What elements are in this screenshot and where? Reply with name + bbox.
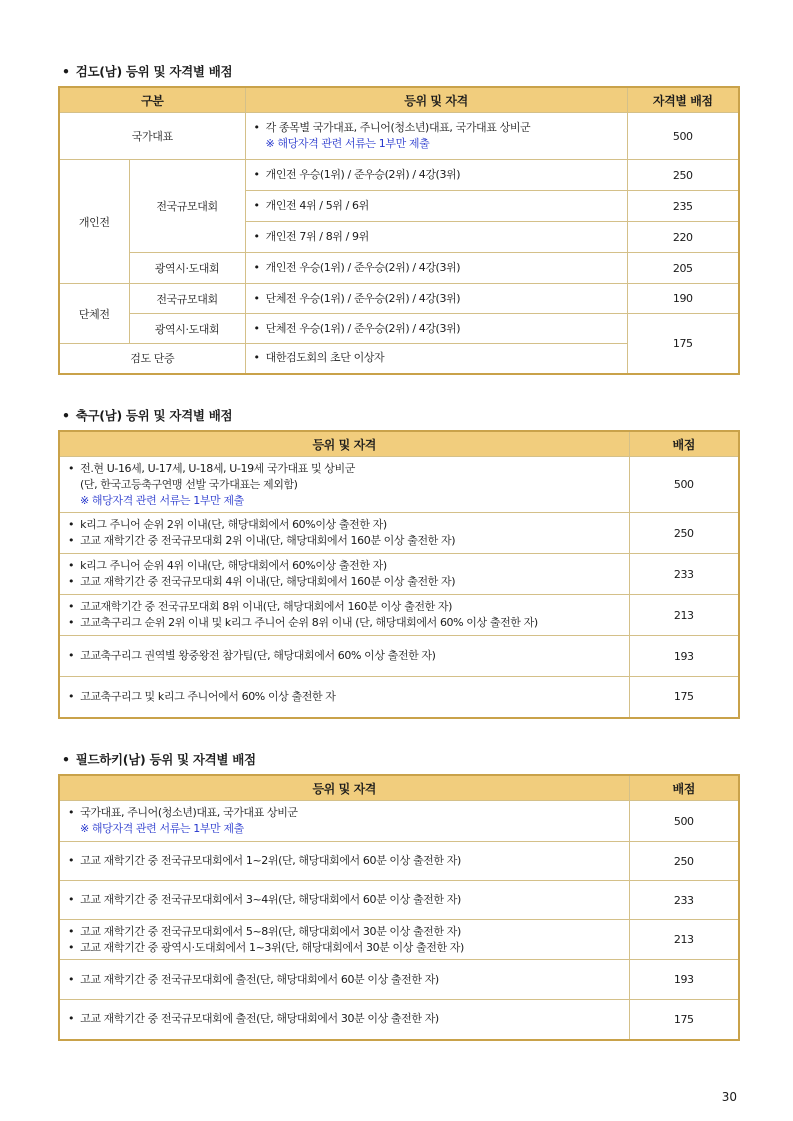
table-row [59, 113, 739, 160]
qualification-cell: • 전.현 U-16세, U-17세, U-18세, U-19세 국가대표 및 상비군 (단, 한국고등축구연맹 선발 국가대표는 제외함) ※ 해당자격 관련 서류는 1부만 제출 [59, 457, 629, 513]
header-qualification: 등위 및 자격 [245, 87, 627, 113]
football-table [58, 430, 740, 719]
table-row [59, 920, 739, 960]
score-cell: 190 [627, 284, 739, 314]
qualification-cell: • 고교축구리그 및 k리그 주니어에서 60% 이상 출전한 자 [59, 677, 629, 718]
score-cell: 233 [629, 881, 739, 920]
header-qualification: 등위 및 자격 [59, 431, 629, 457]
qualification-cell: • 단체전 우승(1위) / 준우승(2위) / 4강(3위) [245, 314, 627, 344]
score-cell: 500 [629, 457, 739, 513]
subcategory-cell: 전국규모대회 [129, 284, 245, 314]
qualification-cell: • 고교 재학기간 중 전국규모대회에 출전(단, 해당대회에서 60분 이상 출전한 자) [59, 960, 629, 1000]
score-cell: 193 [629, 636, 739, 677]
qualification-cell: • 단체전 우승(1위) / 준우승(2위) / 4강(3위) [245, 284, 627, 314]
subcategory-cell: 전국규모대회 [129, 160, 245, 253]
football-header-row [59, 431, 739, 457]
qualification-cell: • k리그 주니어 순위 4위 이내(단, 해당대회에서 60%이상 출전한 자) • 고교 재학기간 중 전국규모대회 4위 이내(단, 해당대회에서 160분 이상 출전한 자) [59, 554, 629, 595]
qualification-cell: • 대한검도회의 초단 이상자 [245, 344, 627, 374]
header-score: 배점 [629, 431, 739, 457]
table-row [59, 595, 739, 636]
category-cell: 국가대표 [59, 113, 245, 160]
table-row [59, 284, 739, 314]
kendo-section-title: • 검도(남) 등위 및 자격별 배점 [62, 64, 233, 79]
score-cell: 220 [627, 222, 739, 253]
table-row [59, 801, 739, 842]
score-cell: 175 [627, 314, 739, 374]
qualification-cell: • 고교 재학기간 중 전국규모대회에서 5~8위(단, 해당대회에서 30분 이상 출전한 자) • 고교 재학기간 중 광역시·도대회에서 1~3위(단, 해당대회에서 30분 이상 출전한 자) [59, 920, 629, 960]
qualification-cell: • 고교재학기간 중 전국규모대회 8위 이내(단, 해당대회에서 160분 이상 출전한 자) • 고교축구리그 순위 2위 이내 및 k리그 주니어 순위 8위 이내 (단, 해당대회에서 60% 이상 출전한 자) [59, 595, 629, 636]
score-cell: 175 [629, 1000, 739, 1040]
table-row [59, 457, 739, 513]
kendo-table [58, 86, 740, 375]
hockey-section-title: • 필드하키(남) 등위 및 자격별 배점 [62, 752, 256, 767]
header-qualification: 등위 및 자격 [59, 775, 629, 801]
hockey-header-row [59, 775, 739, 801]
score-cell: 213 [629, 920, 739, 960]
hockey-table [58, 774, 740, 1041]
table-row [59, 636, 739, 677]
page-number: 30 [721, 1090, 737, 1104]
table-row [59, 881, 739, 920]
table-row [59, 253, 739, 284]
score-cell: 213 [629, 595, 739, 636]
qualification-cell: • 고교축구리그 권역별 왕중왕전 참가팀(단, 해당대회에서 60% 이상 출전한 자) [59, 636, 629, 677]
qualification-cell: • 개인전 우승(1위) / 준우승(2위) / 4강(3위) [245, 160, 627, 191]
qualification-cell: • 개인전 우승(1위) / 준우승(2위) / 4강(3위) [245, 253, 627, 284]
kendo-header-row [59, 87, 739, 113]
score-cell: 500 [627, 113, 739, 160]
score-cell: 250 [629, 513, 739, 554]
score-cell: 205 [627, 253, 739, 284]
note-text: ※ 해당자격 관련 서류는 1부만 제출 [265, 137, 430, 150]
qualification-cell: • 개인전 7위 / 8위 / 9위 [245, 222, 627, 253]
score-cell: 235 [627, 191, 739, 222]
qualification-cell: • 각 종목별 국가대표, 주니어(청소년)대표, 국가대표 상비군 ※ 해당자격 관련 서류는 1부만 제출 [245, 113, 627, 160]
score-cell: 193 [629, 960, 739, 1000]
category-cell: 단체전 [59, 284, 129, 344]
qualification-cell: • 고교 재학기간 중 전국규모대회에서 1~2위(단, 해당대회에서 60분 이상 출전한 자) [59, 842, 629, 881]
qualification-cell: • 개인전 4위 / 5위 / 6위 [245, 191, 627, 222]
table-row [59, 1000, 739, 1040]
header-score: 자격별 배점 [627, 87, 739, 113]
table-row [59, 160, 739, 191]
score-cell: 175 [629, 677, 739, 718]
score-cell: 233 [629, 554, 739, 595]
note-text: ※ 해당자격 관련 서류는 1부만 제출 [80, 822, 244, 835]
table-row [59, 842, 739, 881]
score-cell: 250 [627, 160, 739, 191]
header-score: 배점 [629, 775, 739, 801]
subcategory-cell: 광역시·도대회 [129, 253, 245, 284]
table-row [59, 677, 739, 718]
table-row [59, 314, 739, 344]
qualification-cell: • 고교 재학기간 중 전국규모대회에 출전(단, 해당대회에서 30분 이상 출전한 자) [59, 1000, 629, 1040]
header-category: 구분 [59, 87, 245, 113]
football-section-title: • 축구(남) 등위 및 자격별 배점 [62, 408, 233, 423]
qualification-cell: • 고교 재학기간 중 전국규모대회에서 3~4위(단, 해당대회에서 60분 이상 출전한 자) [59, 881, 629, 920]
table-row [59, 960, 739, 1000]
table-row [59, 513, 739, 554]
table-row [59, 554, 739, 595]
note-text: ※ 해당자격 관련 서류는 1부만 제출 [80, 493, 244, 507]
score-cell: 500 [629, 801, 739, 842]
qualification-cell: • k리그 주니어 순위 2위 이내(단, 해당대회에서 60%이상 출전한 자) • 고교 재학기간 중 전국규모대회 2위 이내(단, 해당대회에서 160분 이상 출전한 자) [59, 513, 629, 554]
category-cell: 검도 단증 [59, 344, 245, 374]
qualification-cell: • 국가대표, 주니어(청소년)대표, 국가대표 상비군 ※ 해당자격 관련 서류는 1부만 제출 [59, 801, 629, 842]
category-cell: 개인전 [59, 160, 129, 284]
subcategory-cell: 광역시·도대회 [129, 314, 245, 344]
score-cell: 250 [629, 842, 739, 881]
